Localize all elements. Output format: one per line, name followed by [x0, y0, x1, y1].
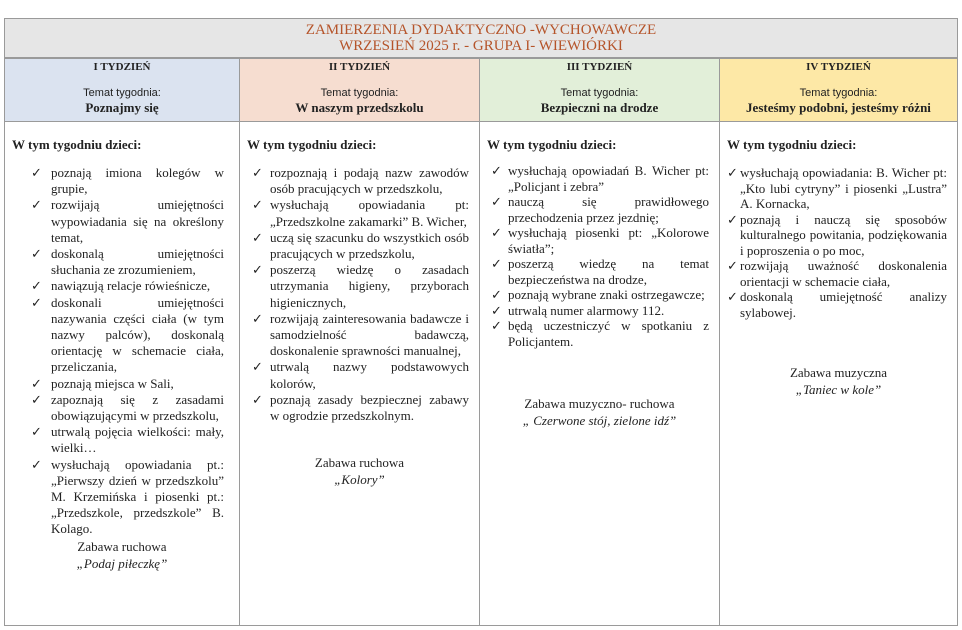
activity-label: Zabawa ruchowa — [77, 538, 167, 554]
week-header-1 — [5, 59, 239, 122]
list-item: ✓ rozpoznają i podają nazw zawodów osób pracujących w przedszkolu, — [252, 165, 469, 197]
topic-label: Temat tygodnia: — [320, 87, 399, 99]
check-icon: ✓ — [491, 256, 502, 271]
check-icon: ✓ — [727, 165, 738, 180]
week-header-4 — [720, 59, 957, 122]
week-label: III TYDZIEŃ — [566, 61, 633, 73]
activity-label: Zabawa muzyczno- ruchowa — [524, 396, 675, 411]
check-icon: ✓ — [31, 165, 42, 180]
check-icon: ✓ — [31, 197, 42, 213]
check-icon: ✓ — [252, 310, 263, 326]
plan-title-line2: WRZESIEŃ 2025 r. - GRUPA I- WIEWIÓRKI — [339, 38, 623, 54]
activity-block — [727, 364, 950, 398]
check-icon: ✓ — [491, 287, 502, 302]
week-label: IV TYDZIEŃ — [806, 61, 871, 73]
plan-title-line1: ZAMIERZENIA DYDAKTYCZNO -WYCHOWAWCZE — [305, 22, 657, 38]
list-item: ✓ utrwalą pojęcia wielkości: mały, wielki… — [31, 424, 224, 456]
topic-name: W naszym przedszkolu — [295, 100, 424, 115]
week-body-1 — [5, 122, 239, 625]
activity-name: „ Czerwone stój, zielone idź” — [522, 413, 677, 428]
week-intro: W tym tygodniu dzieci: — [247, 137, 377, 152]
week-column-1 — [4, 58, 240, 626]
list-item: ✓ zapoznają się z zasadami obowiązującymi w przedszkolu, — [31, 391, 224, 424]
week-header-2 — [240, 59, 479, 122]
goals-list — [487, 163, 712, 349]
check-icon: ✓ — [727, 289, 738, 304]
activity-name: „Taniec w kole” — [795, 382, 882, 397]
plan-title — [4, 18, 958, 58]
topic-label: Temat tygodnia: — [83, 87, 161, 99]
week-body-3 — [480, 122, 719, 625]
week-body-4 — [720, 122, 957, 625]
check-icon: ✓ — [491, 163, 502, 178]
check-icon: ✓ — [252, 197, 263, 213]
list-item: ✓ nawiązują relacje rówieśnicze, — [31, 278, 211, 294]
check-icon: ✓ — [491, 318, 502, 333]
list-item: ✓ uczą się szacunku do wszystkich osób pracujących w przedszkolu, — [252, 229, 469, 262]
list-item: ✓ nauczą się prawidłowego przechodzenia przez jezdnię; — [491, 194, 709, 225]
list-item: ✓ poszerzą wiedzę o zasadach utrzymania higieny, przyborach higienicznych, — [252, 262, 469, 310]
check-icon: ✓ — [31, 278, 42, 294]
activity-block — [247, 454, 472, 488]
check-icon: ✓ — [491, 194, 502, 209]
list-item: ✓ utrwalą nazwy podstawowych kolorów, — [252, 359, 469, 391]
topic-label: Temat tygodnia: — [799, 87, 878, 99]
list-item: ✓ rozwijają zainteresowania badawcze i samodzielność badawczą, doskonalenie sprawności manualnej, — [252, 310, 469, 359]
list-item: ✓ rozwijają uważność doskonalenia orientacji w schemacie ciała, — [727, 258, 947, 289]
week-column-3 — [479, 58, 720, 626]
week-column-2 — [239, 58, 480, 626]
check-icon: ✓ — [491, 302, 502, 318]
list-item: ✓ wysłuchają opowiadania pt.: „Pierwszy dzień w przedszkolu” M. Krzemińska i piosenki pt.: „Przedszkole, przedszkole” B. Kolago. — [31, 456, 224, 537]
week-body-2 — [240, 122, 479, 625]
list-item: ✓ poznają wybrane znaki ostrzegawcze; — [491, 287, 705, 302]
check-icon: ✓ — [31, 375, 42, 391]
plan-sheet — [4, 18, 958, 626]
list-item: ✓ wysłuchają opowiadania: B. Wicher pt: „Kto lubi cytryny” i piosenki „Lustra” A. Kornacka, — [727, 165, 947, 211]
week-intro: W tym tygodniu dzieci: — [12, 137, 142, 152]
check-icon: ✓ — [252, 359, 263, 375]
check-icon: ✓ — [252, 391, 263, 407]
list-item: ✓ poszerzą wiedzę na temat bezpieczeństwa na drodze, — [491, 256, 709, 287]
check-icon: ✓ — [727, 211, 738, 227]
week-header-3 — [480, 59, 719, 122]
goals-list — [12, 165, 232, 538]
topic-label: Temat tygodnia: — [560, 87, 639, 99]
check-icon: ✓ — [31, 424, 42, 440]
list-item: ✓ wysłuchają opowiadań B. Wicher pt: „Policjant i zebra” — [491, 163, 709, 194]
check-icon: ✓ — [31, 456, 42, 472]
check-icon: ✓ — [252, 229, 263, 245]
week-intro: W tym tygodniu dzieci: — [487, 137, 617, 152]
activity-name: „Podaj piłeczkę” — [76, 555, 168, 571]
check-icon: ✓ — [31, 391, 42, 407]
list-item: ✓ poznają imiona kolegów w grupie, — [31, 165, 224, 197]
check-icon: ✓ — [31, 294, 42, 310]
list-item: ✓ utrwalą numer alarmowy 112. — [491, 302, 665, 318]
check-icon: ✓ — [252, 165, 263, 180]
list-item: ✓ będą uczestniczyć w spotkaniu z Policjantem. — [491, 318, 709, 349]
activity-label: Zabawa ruchowa — [314, 455, 405, 471]
check-icon: ✓ — [31, 246, 42, 262]
activity-name: „Kolory” — [334, 472, 385, 488]
list-item: ✓ poznają miejsca w Sali, — [31, 375, 174, 391]
activity-label: Zabawa muzyczna — [789, 365, 888, 380]
check-icon: ✓ — [491, 225, 502, 240]
list-item: ✓ doskonali umiejętności nazywania części ciała (w tym nazwy palców), doskonalą orientację w schemacie ciała, przeliczania, — [31, 294, 224, 375]
list-item: ✓ doskonalą umiejętność analizy sylabowej. — [727, 289, 947, 320]
check-icon: ✓ — [252, 262, 263, 278]
week-label: II TYDZIEŃ — [328, 61, 391, 73]
topic-name: Jesteśmy podobni, jesteśmy różni — [746, 100, 931, 115]
goals-list — [247, 165, 472, 424]
check-icon: ✓ — [727, 258, 738, 273]
list-item: ✓ wysłuchają opowiadania pt: „Przedszkolne zakamarki” B. Wicher, — [252, 197, 469, 229]
list-item: ✓ wysłuchają piosenki pt: „Kolorowe światła”; — [491, 225, 709, 256]
activity-block — [487, 395, 712, 429]
goals-list — [727, 165, 950, 320]
list-item: ✓ poznają zasady bezpiecznej zabawy w ogrodzie przedszkolnym. — [252, 391, 469, 424]
activity-block — [12, 538, 232, 572]
list-item: ✓ rozwijają umiejętności wypowiadania się na określony temat, — [31, 197, 224, 245]
week-column-4 — [719, 58, 958, 626]
topic-name: Poznajmy się — [85, 100, 159, 115]
list-item: ✓ doskonalą umiejętności słuchania ze zrozumieniem, — [31, 246, 224, 278]
topic-name: Bezpieczni na drodze — [540, 100, 659, 115]
list-item: ✓ poznają i nauczą się sposobów kulturalnego powitania, podziękowania i poproszenia o po moc, — [727, 211, 947, 258]
week-label: I TYDZIEŃ — [93, 61, 151, 73]
week-intro: W tym tygodniu dzieci: — [727, 137, 857, 152]
